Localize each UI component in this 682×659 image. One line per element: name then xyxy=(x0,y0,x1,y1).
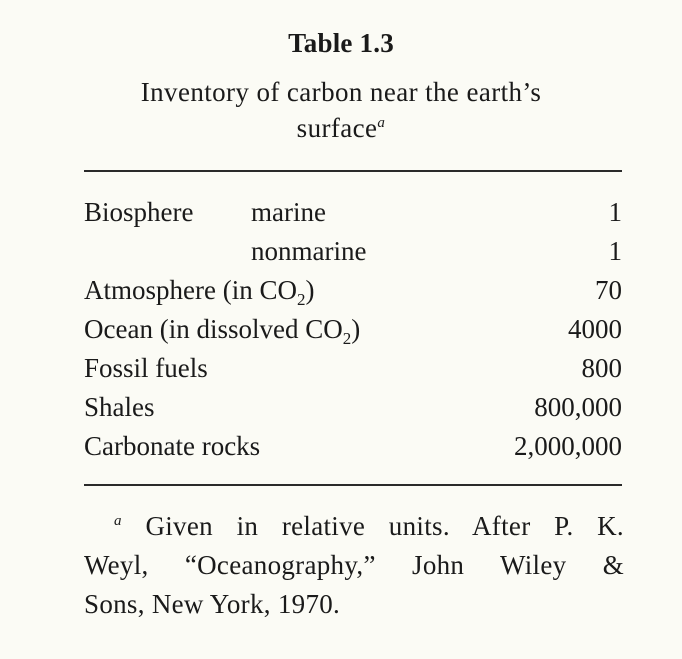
row-value: 4000 xyxy=(568,314,622,344)
table-caption xyxy=(0,74,682,146)
footnote-line-3: Sons, New York, 1970. xyxy=(84,589,341,619)
row-sublabel: marine xyxy=(251,197,326,227)
footnote-marker: a xyxy=(114,513,122,529)
caption-line-1: Inventory of carbon near the earth’s xyxy=(140,77,542,107)
caption-footnote-marker: a xyxy=(377,115,386,131)
row-label: Biosphere xyxy=(84,197,194,227)
row-value: 2,000,000 xyxy=(514,431,622,461)
subscript: 2 xyxy=(296,290,306,309)
row-label: Carbonate rocks xyxy=(84,431,261,461)
table-row xyxy=(84,271,622,310)
table-number: Table 1.3 xyxy=(288,28,394,58)
row-label-text: ) xyxy=(305,275,315,305)
footnote-line-1 xyxy=(84,507,624,546)
row-label: Fossil fuels xyxy=(84,353,208,383)
carbon-inventory-table xyxy=(84,193,622,466)
table-row xyxy=(84,193,622,232)
row-label-text: Ocean (in dissolved CO xyxy=(84,314,343,344)
row-label: Shales xyxy=(84,392,155,422)
table-row xyxy=(84,349,622,388)
row-label xyxy=(84,310,360,349)
caption-line-2: surface xyxy=(296,113,378,143)
row-value: 1 xyxy=(608,236,622,266)
subscript: 2 xyxy=(342,329,352,348)
row-value: 800 xyxy=(581,353,622,383)
row-value: 70 xyxy=(595,275,622,305)
table-row xyxy=(84,232,622,271)
row-sublabel: nonmarine xyxy=(251,236,367,266)
row-value: 1 xyxy=(608,197,622,227)
row-value: 800,000 xyxy=(534,392,622,422)
row-label-text: ) xyxy=(351,314,361,344)
table-footnote xyxy=(84,507,624,624)
bottom-rule xyxy=(84,484,622,486)
row-label-text: Atmosphere (in CO xyxy=(84,275,297,305)
row-label xyxy=(84,271,314,310)
table-row xyxy=(84,310,622,349)
table-row xyxy=(84,388,622,427)
top-rule xyxy=(84,170,622,172)
footnote-text: Given in relative units. After P. K. xyxy=(145,511,624,541)
footnote-line-2: Weyl, “Oceanography,” John Wiley & xyxy=(84,550,624,580)
table-row xyxy=(84,427,622,466)
